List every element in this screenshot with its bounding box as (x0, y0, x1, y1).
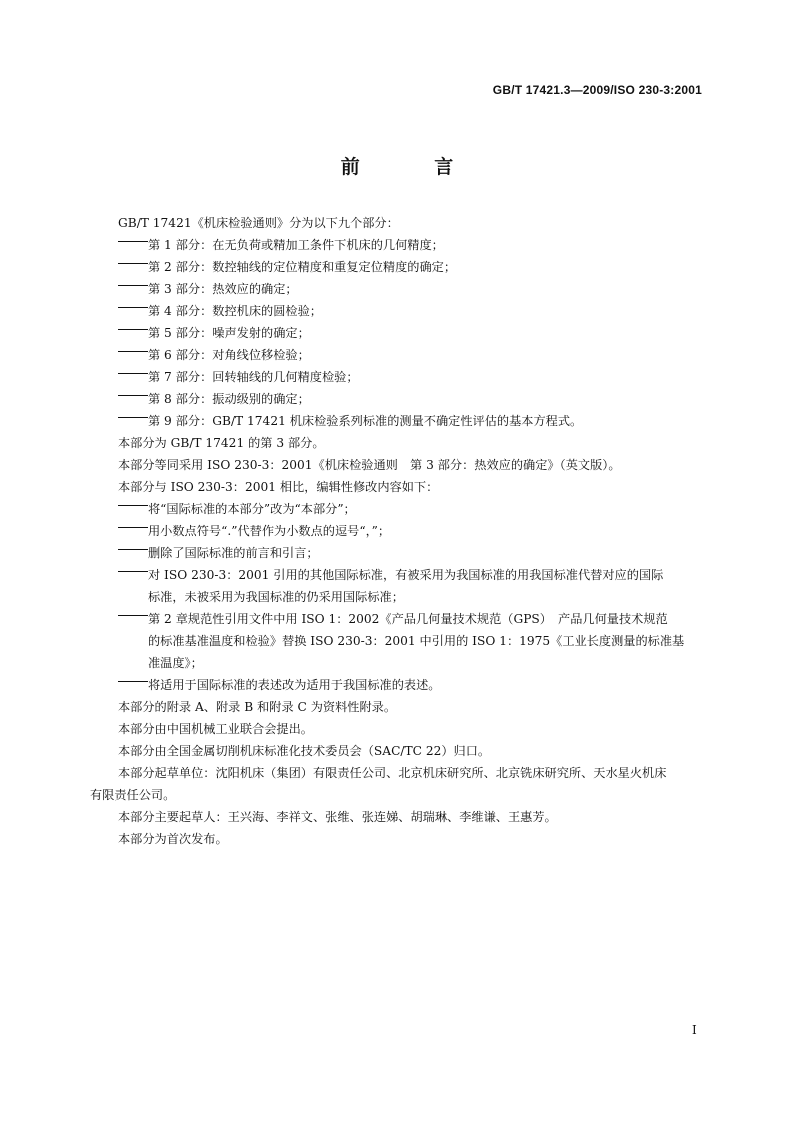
list-item-part-9 (90, 410, 706, 432)
list-item-continuation: 的标准基准温度和检验》替换 ISO 230-3：2001 中引用的 ISO 1：1975《工业长度测量的标准基 (148, 634, 685, 648)
list-item-continuation: 标准，未被采用为我国标准的仍采用国际标准； (148, 590, 404, 604)
dash-mark (118, 285, 148, 286)
dash-mark (118, 329, 148, 330)
dash-mark (118, 615, 148, 616)
list-item-text: 第 8 部分：振动级别的确定； (148, 392, 310, 406)
dash-mark (118, 351, 148, 352)
list-item-edit-5 (90, 608, 706, 674)
dash-mark (118, 263, 148, 264)
dash-mark (118, 549, 148, 550)
paragraph-line: 有限责任公司。 (90, 788, 176, 802)
page-title: 前 言 (340, 156, 488, 178)
dash-mark (118, 527, 148, 528)
paragraph-first-release: 本部分为首次发布。 (118, 832, 228, 846)
list-item-edit-2 (90, 520, 706, 542)
list-item-text: 用小数点符号“.”代替作为小数点的逗号“，”； (148, 524, 391, 538)
list-item-part-8 (90, 388, 706, 410)
list-item-text: 删除了国际标准的前言和引言； (148, 546, 319, 560)
paragraph-committee: 本部分由全国金属切削机床标准化技术委员会（SAC/TC 22）归口。 (118, 744, 491, 758)
list-item-text: 第 2 章规范性引用文件中用 ISO 1：2002《产品几何量技术规范（GPS） 产品几何量技术规范 (148, 612, 668, 626)
dash-mark (118, 571, 148, 572)
list-item-edit-6 (90, 674, 706, 696)
paragraph-proposer: 本部分由中国机械工业联合会提出。 (118, 722, 313, 736)
list-item-part-6 (90, 344, 706, 366)
list-item-text: 第 9 部分：GB/T 17421 机床检验系列标准的测量不确定性评估的基本方程式。 (148, 414, 583, 428)
dash-mark (118, 241, 148, 242)
list-item-text: 第 3 部分：热效应的确定； (148, 282, 298, 296)
standard-number-header: GB/T 17421.3—2009/ISO 230-3:2001 (492, 83, 702, 97)
list-item-text: 第 1 部分：在无负荷或精加工条件下机床的几何精度； (148, 238, 444, 252)
list-item-edit-3 (90, 542, 706, 564)
list-item-text: 第 2 部分：数控轴线的定位精度和重复定位精度的确定； (148, 260, 457, 274)
page-number: I (692, 1023, 697, 1037)
list-item-part-3 (90, 278, 706, 300)
list-item-text: 第 5 部分：噪声发射的确定； (148, 326, 310, 340)
list-item-edit-4 (90, 564, 706, 608)
paragraph-drafters: 本部分主要起草人：王兴海、李祥文、张维、张连娣、胡瑞琳、李维谦、王惠芳。 (118, 810, 557, 824)
list-item-text: 第 6 部分：对角线位移检验； (148, 348, 310, 362)
dash-mark (118, 373, 148, 374)
list-item-part-2 (90, 256, 706, 278)
dash-mark (118, 307, 148, 308)
dash-mark (118, 395, 148, 396)
paragraph-edits-intro: 本部分与 ISO 230-3：2001 相比，编辑性修改内容如下： (118, 480, 439, 494)
list-item-text: 第 4 部分：数控机床的圆检验； (148, 304, 322, 318)
dash-mark (118, 417, 148, 418)
list-item-edit-1 (90, 498, 706, 520)
list-item-continuation: 准温度》； (148, 656, 203, 670)
list-item-part-7 (90, 366, 706, 388)
dash-mark (118, 681, 148, 682)
list-item-part-4 (90, 300, 706, 322)
list-item-text: 将“国际标准的本部分”改为“本部分”； (148, 502, 356, 516)
list-item-part-5 (90, 322, 706, 344)
foreword-body (90, 212, 706, 850)
paragraph-drafting-units (90, 762, 706, 806)
paragraph-adoption: 本部分等同采用 ISO 230-3：2001《机床检验通则 第 3 部分：热效应的确定》（英文版）。 (118, 458, 621, 472)
dash-mark (118, 505, 148, 506)
paragraph-parts-intro: GB/T 17421《机床检验通则》分为以下九个部分： (118, 216, 399, 230)
paragraph-part-number: 本部分为 GB/T 17421 的第 3 部分。 (118, 436, 325, 450)
paragraph-line: 本部分起草单位：沈阳机床（集团）有限责任公司、北京机床研究所、北京铣床研究所、天水星火机床 (118, 766, 667, 780)
list-item-text: 第 7 部分：回转轴线的几何精度检验； (148, 370, 359, 384)
list-item-text: 对 ISO 230-3：2001 引用的其他国际标准，有被采用为我国标准的用我国标准代替对应的国际 (148, 568, 664, 582)
list-item-text: 将适用于国际标准的表述改为适用于我国标准的表述。 (148, 678, 441, 692)
paragraph-annexes: 本部分的附录 A、附录 B 和附录 C 为资料性附录。 (118, 700, 397, 714)
list-item-part-1 (90, 234, 706, 256)
